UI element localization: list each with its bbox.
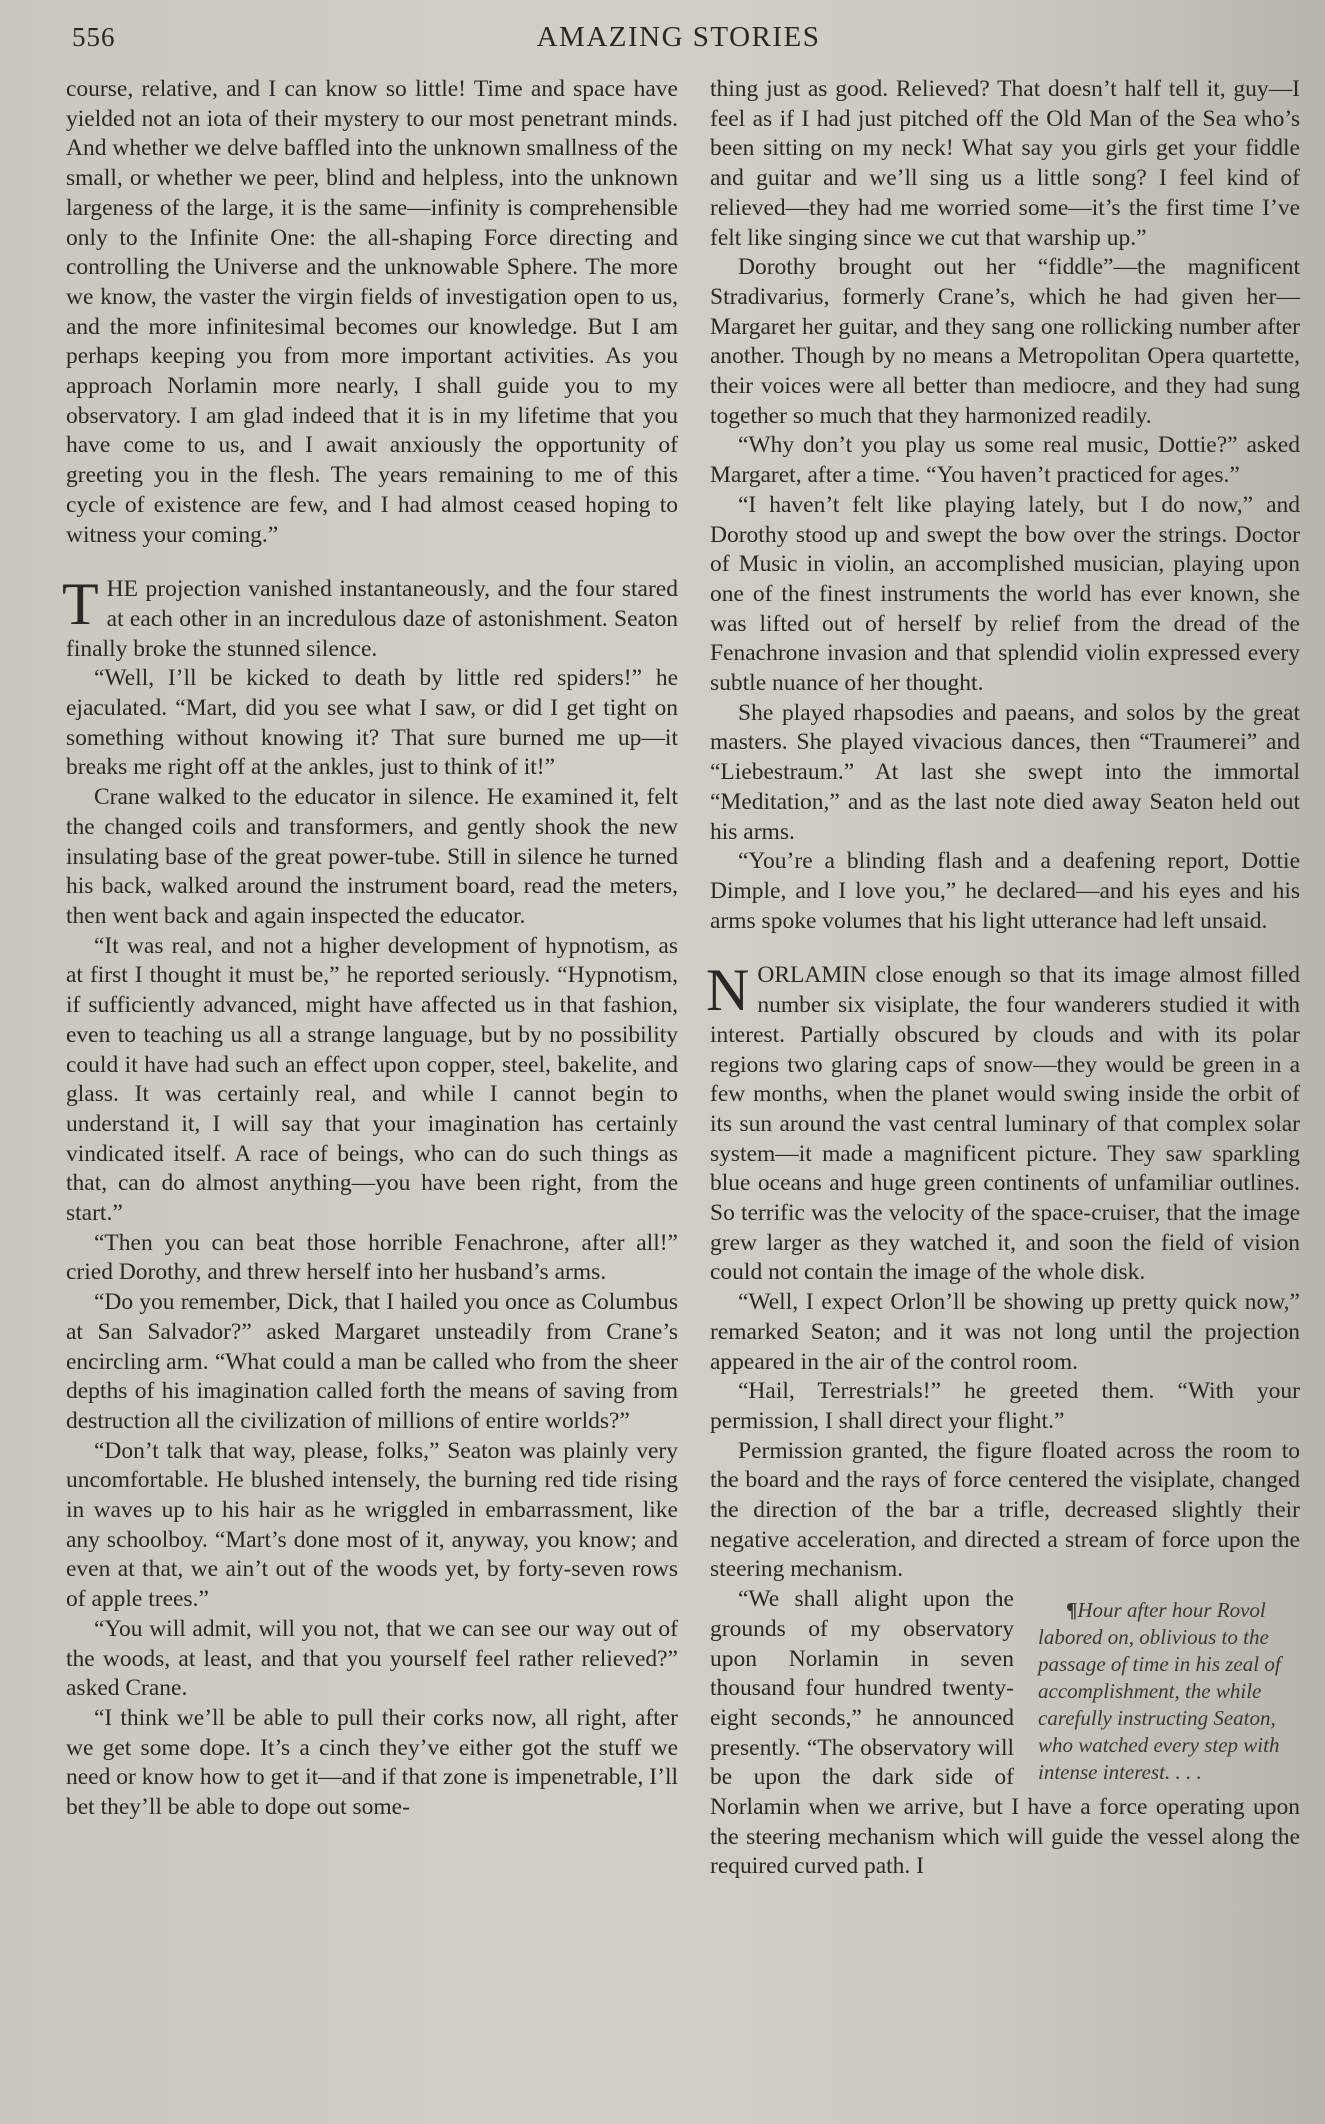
sidebar-note [1038,1597,1300,1786]
paragraph: “Don’t talk that way, please, folks,” Seaton was plainly very uncomfortable. He blushed intensely, the burning red tide rising in waves up to his hair as he wriggled in embarrassment, like any schoolboy. “Mart’s done most of it, anyway, you know; and even at that, we ain’t out of the woods yet, by forty-seven rows of apple trees.” [66,1437,678,1613]
paragraph-text: HE projection vanished instantaneously, and the four stared at each other in an incredulous daze of astonishment. Seaton finally broke the stunned silence. [66,576,678,662]
drop-cap: T [62,571,99,638]
paragraph: “I think we’ll be able to pull their corks now, all right, after we get some dope. It’s a cinch they’ve either got the stuff we need or know how to get it—and if that zone is impenetrable, I’ll bet they’ll be able to dope out some- [66,1704,678,1821]
paragraph: “Why don’t you play us some real music, Dottie?” asked Margaret, after a time. “You haven’t practiced for ages.” [710,432,1300,489]
running-head: AMAZING STORIES [536,20,821,53]
paragraph: “Do you remember, Dick, that I hailed you once as Columbus at San Salvador?” asked Margaret unsteadily from Crane’s encircling arm. “What could a man be called who from the sheer depths of his imagination called forth the means of saving from destruction all the civilization of millions of entire worlds?” [66,1289,678,1434]
paragraph-text: ORLAMIN close enough so that its image almost filled number six visiplate, the four wanderers studied it with interest. Partially obscured by clouds and with its polar regions two glaring caps of snow—they would be green in a few months, when the planet would swing inside the orbit of its sun around the vast central luminary of that complex solar system—it made a magnificent picture. They saw sparkling blue oceans and huge green continents of unfamiliar outlines. So terrific was the velocity of the space-cruiser, that the image grew larger as they watched it, and soon the field of vision could not contain the image of the whole disk. [710,962,1300,1286]
section-paragraph [62,571,678,664]
paragraph-with-note [710,1585,1300,1882]
section-paragraph [706,957,1300,1288]
right-column [706,75,1300,1882]
paragraph: “Hail, Terrestrials!” he greeted them. “With your permission, I shall direct your flight.” [710,1378,1300,1434]
paragraph: Dorothy brought out her “fiddle”—the magnificent Stradivarius, formerly Crane’s, which he had given her—Margaret her guitar, and they sang one rollicking number after another. Though by no means a Metropolitan Opera quartette, their voices were all better than mediocre, and they had sung together so much that they harmonized readily. [710,254,1300,429]
paragraph: thing just as good. Relieved? That doesn’t half tell it, guy—I feel as if I had just pitched off the Old Man of the Sea who’s been sitting on my neck! What say you girls get your fiddle and guitar and we’ll sing us a little song? I feel kind of relieved—they had me worried some—it’s the first time I’ve felt like singing since we cut that warship up.” [710,76,1300,251]
paragraph-text: “We shall alight upon the grounds of my observatory upon Norlamin in seven thousand four hundred twenty-eight seconds,” he announced presently. “The observatory will be upon the dark side of Norlamin when we arrive, but I have a force operating upon the steering mechanism which will guide the vessel along the required curved path. I [710,1586,1300,1880]
paragraph: Crane walked to the educator in silence. He examined it, felt the changed coils and transformers, and gently shook the new insulating base of the great power-tube. Still in silence he turned his back, walked around the instrument board, read the meters, then went back and again inspected the educator. [66,784,678,929]
paragraph: “You’re a blinding flash and a deafening report, Dottie Dimple, and I love you,” he declared—and his eyes and his arms spoke volumes that his light utterance had left unsaid. [710,848,1300,934]
pilcrow-mark: ¶ [1066,1598,1078,1623]
paragraph: “Well, I’ll be kicked to death by little red spiders!” he ejaculated. “Mart, did you see what I saw, or did I get tight on something without knowing it? That sure burned me up—it breaks me right off at the ankles, just to think of it!” [66,665,678,781]
left-column [62,75,678,1823]
paragraph: “You will admit, will you not, that we can see our way out of the woods, at least, and that you yourself feel rather relieved?” asked Crane. [66,1615,678,1702]
paragraph: She played rhapsodies and paeans, and solos by the great masters. She played vivacious dances, then “Traumerei” and “Liebestraum.” At last she swept into the immortal “Meditation,” and as the last note died away Seaton held out his arms. [710,699,1300,845]
paragraph: “Then you can beat those horrible Fenachrone, after all!” cried Dorothy, and threw herself into her husband’s arms. [66,1229,678,1286]
paragraph: “It was real, and not a higher development of hypnotism, as at first I thought it must be,” he reported seriously. “Hypnotism, if sufficiently advanced, might have affected us in that fashion, even to teaching us all a strange language, but by no possibility could it have had such an effect upon copper, steel, bakelite, and glass. It was certainly real, and while I cannot begin to understand it, I will say that your imagination has certainly vindicated itself. A race of beings, who can do such things as that, can do almost anything—you have been right, from the start.” [66,932,678,1227]
paragraph: Permission granted, the figure floated across the room to the board and the rays of force centered the visiplate, changed the direction of the bar a trifle, decreased slightly their negative acceleration, and directed a stream of force upon the steering mechanism. [710,1437,1300,1583]
page-header [72,12,1285,62]
paragraph: course, relative, and I can know so little! Time and space have yielded not an iota of their mystery to our most penetrant minds. And whether we delve baffled into the unknown smallness of the small, or whether we peer, blind and helpless, into the unknown largeness of the large, it is the same—infinity is comprehensible only to the Infinite One: the all-shaping Force directing and controlling the Universe and the unknowable Sphere. The more we know, the vaster the virgin fields of investigation open to us, and the more infinitesimal becomes our knowledge. But I am perhaps keeping you from more important activities. As you approach Norlamin more nearly, I shall guide you to my observatory. I am glad indeed that it is in my lifetime that you have come to us, and I await anxiously the opportunity of greeting you in the flesh. The years remaining to me of this cycle of existence are few, and I had almost ceased hoping to witness your coming.” [66,76,678,548]
page-number: 556 [72,21,116,52]
drop-cap: N [706,957,750,1024]
paragraph: “Well, I expect Orlon’ll be showing up pretty quick now,” remarked Seaton; and it was not long until the projection appeared in the air of the control room. [710,1289,1300,1375]
paragraph: “I haven’t felt like playing lately, but I do now,” and Dorothy stood up and swept the bow over the strings. Doctor of Music in violin, an accomplished musician, playing upon one of the finest instruments the world has ever known, she was lifted out of herself by relief from the dread of the Fenachrone invasion and that splendid violin expressed every subtle nuance of her thought. [710,491,1300,697]
sidebar-note-text: Hour after hour Rovol labored on, oblivious to the passage of time in his zeal of accomplishment, the while carefully instructing Seaton, who watched every step with intense interest. . . . [1038,1598,1281,1785]
